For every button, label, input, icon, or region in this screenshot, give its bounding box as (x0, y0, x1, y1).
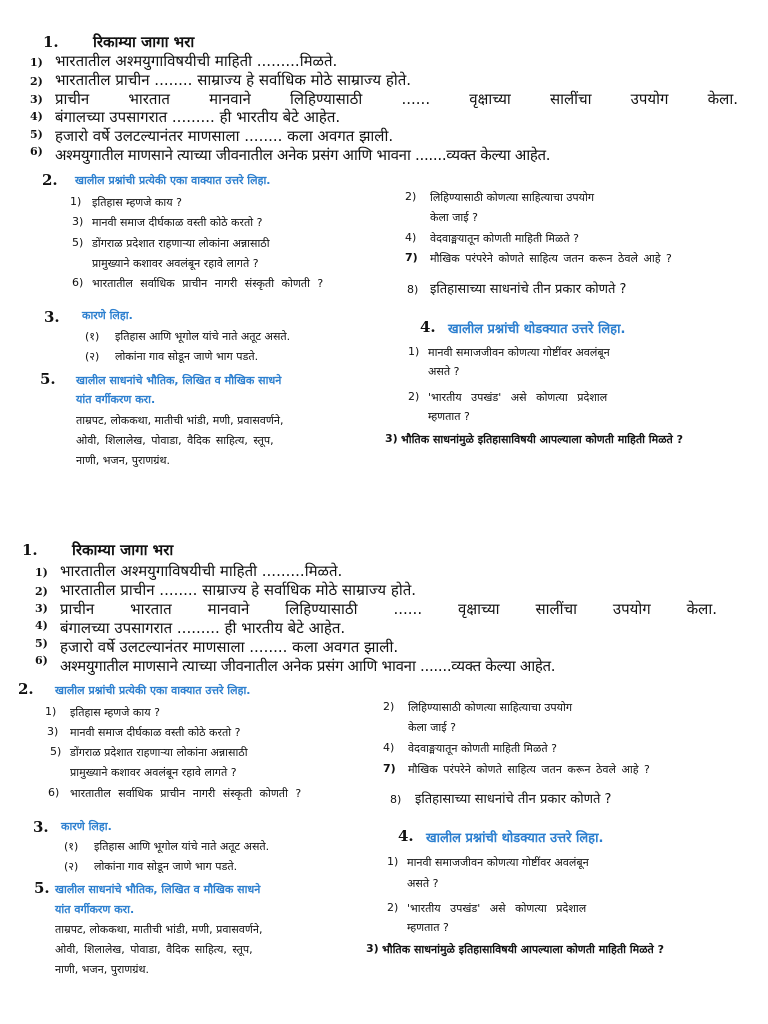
fill-blank-item: भारतातील प्राचीन ........ साम्राज्य हे सर्वाधिक मोठे साम्राज्य होते. (60, 581, 417, 599)
fill-blank-item: प्राचीन भारतात मानवाने लिहिण्यासाठी ...... वृक्षाच्या सालींचा उपयोग केला. (55, 90, 738, 108)
fill-blank-item: हजारो वर्षे उलटल्यानंतर माणसाला ........ कला अवगत झाली. (60, 638, 399, 656)
question-number: 3) (385, 432, 398, 445)
question-number: 1) (408, 345, 420, 358)
fill-blank-number: 5) (35, 637, 48, 650)
question-number: 8) (390, 793, 402, 806)
question-text: भौतिक साधनांमुळे इतिहासाविषयी आपल्याला कोणती माहिती मिळते ? (382, 943, 665, 956)
fill-blank-number: 4) (30, 110, 43, 123)
reason-text: इतिहास आणि भूगोल यांचे नाते अतूट असते. (94, 840, 270, 853)
fill-blank-item: अश्मयुगातील माणसाने त्याच्या जीवनातील अनेक प्रसंग आणि भावना .......व्यक्त केल्या आहेत. (60, 657, 556, 675)
section-3-number: 3. (33, 818, 49, 836)
fill-blank-number: 2) (30, 75, 43, 88)
section-5-number: 5. (34, 879, 50, 897)
source-list-line: ओवी, शिलालेख, पोवाडा, वैदिक साहित्य, स्तूप, (55, 943, 253, 956)
section-2-number: 2. (42, 171, 58, 189)
question-text: इतिहास म्हणजे काय ? (92, 196, 182, 209)
question-text: इतिहास म्हणजे काय ? (70, 706, 160, 719)
question-text: भारतातील सर्वाधिक प्राचीन नागरी संस्कृती कोणती ? (92, 277, 324, 290)
section-1-number: 1. (43, 33, 59, 51)
question-text-continued: प्रामुख्याने कशावर अवलंबून रहावे लागते ? (92, 257, 259, 270)
reason-number: (२) (85, 350, 100, 363)
question-number: 2) (383, 700, 395, 713)
section-2-number: 2. (18, 680, 34, 698)
section-3-title: कारणे लिहा. (61, 820, 112, 833)
question-number: 6) (48, 786, 60, 799)
fill-blank-number: 1) (35, 566, 48, 579)
question-text: मौखिक परंपरेने कोणते साहित्य जतन करून ठेवले आहे ? (430, 252, 672, 265)
question-text: मानवी समाज दीर्घकाळ वस्ती कोठे करतो ? (92, 216, 263, 229)
question-text: लिहिण्यासाठी कोणत्या साहित्याचा उपयोग (430, 191, 595, 204)
question-text: भौतिक साधनांमुळे इतिहासाविषयी आपल्याला कोणती माहिती मिळते ? (401, 433, 684, 446)
fill-blank-number: 3) (35, 602, 48, 615)
fill-blank-number: 5) (30, 128, 43, 141)
source-list-line: नाणी, भजन, पुराणग्रंथ. (76, 454, 171, 467)
question-number: 1) (45, 705, 57, 718)
question-number: 3) (47, 725, 59, 738)
section-2-title: खालील प्रश्नांची प्रत्येकी एका वाक्यात उत्तरे लिहा. (75, 174, 271, 187)
fill-blank-item: अश्मयुगातील माणसाने त्याच्या जीवनातील अनेक प्रसंग आणि भावना .......व्यक्त केल्या आहेत. (55, 146, 551, 164)
question-text-continued: म्हणतात ? (428, 410, 470, 423)
question-text-continued: असते ? (428, 365, 460, 378)
section-1-title: रिकाम्या जागा भरा (93, 33, 195, 51)
fill-blank-item: भारतातील अश्मयुगाविषयीची माहिती .........मिळते. (60, 562, 343, 580)
fill-blank-item: भारतातील प्राचीन ........ साम्राज्य हे सर्वाधिक मोठे साम्राज्य होते. (55, 71, 412, 89)
section-5-title: खालील साधनांचे भौतिक, लिखित व मौखिक साधने (55, 883, 261, 896)
source-list-line: ताम्रपट, लोककथा, मातीची भांडी, मणी, प्रवासवर्णने, (76, 414, 284, 427)
question-text: 'भारतीय उपखंड' असे कोणत्या प्रदेशाल (428, 391, 608, 404)
fill-blank-number: 6) (35, 654, 48, 667)
question-number: 5) (50, 745, 62, 758)
question-text: मानवी समाजजीवन कोणत्या गोष्टींवर अवलंबून (407, 856, 589, 869)
reason-number: (१) (64, 840, 79, 853)
question-text-continued: प्रामुख्याने कशावर अवलंबून रहावे लागते ? (70, 766, 237, 779)
question-number: 7) (383, 762, 396, 775)
fill-blank-number: 6) (30, 145, 43, 158)
reason-text: लोकांना गाव सोडून जाणे भाग पडते. (115, 350, 259, 363)
section-1-title: रिकाम्या जागा भरा (72, 541, 174, 559)
question-text-continued: केला जाई ? (408, 721, 456, 734)
source-list-line: नाणी, भजन, पुराणग्रंथ. (55, 963, 150, 976)
question-number: 1) (70, 195, 82, 208)
section-5-title-continued: यांत वर्गीकरण करा. (76, 393, 156, 406)
section-1-number: 1. (22, 541, 38, 559)
fill-blank-item: भारतातील अश्मयुगाविषयीची माहिती .........मिळते. (55, 52, 338, 70)
question-text: 'भारतीय उपखंड' असे कोणत्या प्रदेशाल (407, 902, 587, 915)
section-4-number: 4. (420, 318, 436, 336)
section-5-number: 5. (40, 370, 56, 388)
fill-blank-item: बंगालच्या उपसागरात ......... ही भारतीय बेटे आहेत. (60, 619, 346, 637)
question-text-continued: केला जाई ? (430, 211, 478, 224)
section-3-title: कारणे लिहा. (82, 309, 133, 322)
source-list-line: ताम्रपट, लोककथा, मातीची भांडी, मणी, प्रवासवर्णने, (55, 923, 263, 936)
question-number: 5) (72, 236, 84, 249)
fill-blank-item: प्राचीन भारतात मानवाने लिहिण्यासाठी ...... वृक्षाच्या सालींचा उपयोग केला. (60, 600, 717, 618)
question-number: 4) (383, 741, 395, 754)
section-3-number: 3. (44, 308, 60, 326)
question-number: 2) (408, 390, 420, 403)
question-text: इतिहासाच्या साधनांचे तीन प्रकार कोणते ? (430, 282, 627, 297)
reason-number: (१) (85, 330, 100, 343)
section-4-title: खालील प्रश्नांची थोडक्यात उत्तरे लिहा. (426, 831, 604, 846)
fill-blank-number: 1) (30, 56, 43, 69)
question-text: डोंगराळ प्रदेशात राहणाऱ्या लोकांना अन्नासाठी (92, 237, 270, 250)
section-5-title: खालील साधनांचे भौतिक, लिखित व मौखिक साधने (76, 374, 282, 387)
fill-blank-item: हजारो वर्षे उलटल्यानंतर माणसाला ........ कला अवगत झाली. (55, 127, 394, 145)
fill-blank-number: 2) (35, 585, 48, 598)
question-text: वेदवाङ्मयातून कोणती माहिती मिळते ? (430, 232, 579, 245)
question-text-continued: असते ? (407, 877, 439, 890)
question-text: वेदवाङ्मयातून कोणती माहिती मिळते ? (408, 742, 557, 755)
question-text: मानवी समाज दीर्घकाळ वस्ती कोठे करतो ? (70, 726, 241, 739)
fill-blank-number: 3) (30, 93, 43, 106)
reason-text: लोकांना गाव सोडून जाणे भाग पडते. (94, 860, 238, 873)
section-4-title: खालील प्रश्नांची थोडक्यात उत्तरे लिहा. (448, 322, 626, 337)
fill-blank-item: बंगालच्या उपसागरात ......... ही भारतीय बेटे आहेत. (55, 108, 341, 126)
question-text-continued: म्हणतात ? (407, 921, 449, 934)
question-number: 2) (387, 901, 399, 914)
question-text: भारतातील सर्वाधिक प्राचीन नागरी संस्कृती कोणती ? (70, 787, 302, 800)
section-4-number: 4. (398, 827, 414, 845)
question-number: 4) (405, 231, 417, 244)
question-number: 2) (405, 190, 417, 203)
question-text: लिहिण्यासाठी कोणत्या साहित्याचा उपयोग (408, 701, 573, 714)
section-2-title: खालील प्रश्नांची प्रत्येकी एका वाक्यात उत्तरे लिहा. (55, 684, 251, 697)
reason-text: इतिहास आणि भूगोल यांचे नाते अतूट असते. (115, 330, 291, 343)
reason-number: (२) (64, 860, 79, 873)
section-5-title-continued: यांत वर्गीकरण करा. (55, 903, 135, 916)
source-list-line: ओवी, शिलालेख, पोवाडा, वैदिक साहित्य, स्तूप, (76, 434, 274, 447)
question-text: डोंगराळ प्रदेशात राहणाऱ्या लोकांना अन्नासाठी (70, 746, 248, 759)
question-text: मौखिक परंपरेने कोणते साहित्य जतन करून ठेवले आहे ? (408, 763, 650, 776)
question-number: 3) (72, 215, 84, 228)
fill-blank-number: 4) (35, 619, 48, 632)
question-text: मानवी समाजजीवन कोणत्या गोष्टींवर अवलंबून (428, 346, 610, 359)
question-number: 3) (366, 942, 379, 955)
question-number: 6) (72, 276, 84, 289)
question-text: इतिहासाच्या साधनांचे तीन प्रकार कोणते ? (415, 792, 612, 807)
question-number: 1) (387, 855, 399, 868)
question-number: 7) (405, 251, 418, 264)
question-number: 8) (407, 283, 419, 296)
